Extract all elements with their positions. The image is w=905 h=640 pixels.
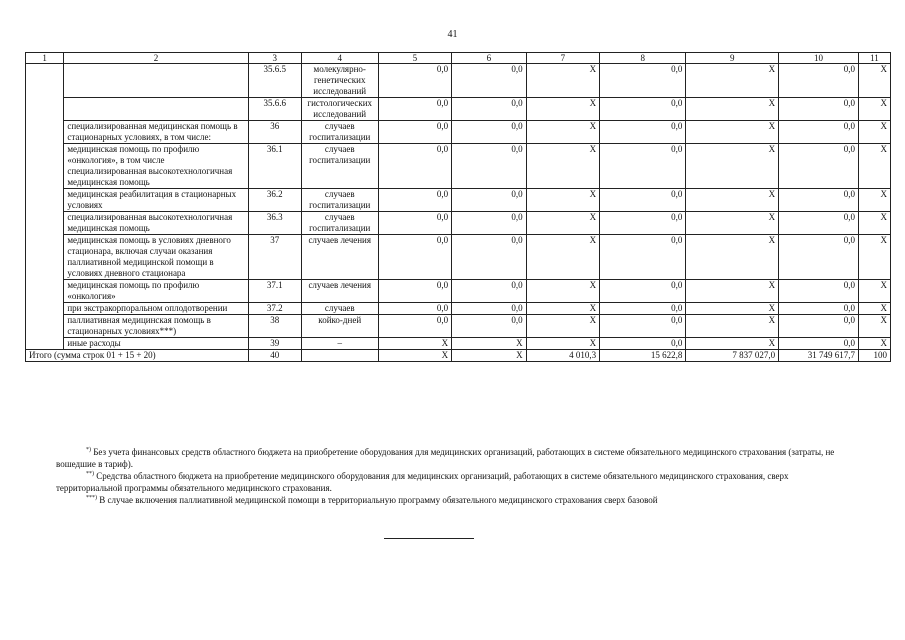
value-cell: 0,0 — [600, 338, 686, 350]
value-cell: X — [858, 212, 890, 235]
value-cell: 0,0 — [779, 64, 859, 98]
value-cell: 0,0 — [600, 235, 686, 280]
value-cell: 0,0 — [779, 303, 859, 315]
value-cell: X — [452, 338, 527, 350]
value-cell: 0,0 — [779, 235, 859, 280]
row-name-cell: медицинская реабилитация в стационарных условиях — [64, 189, 248, 212]
footnote-mark: *) — [86, 447, 91, 453]
value-cell: X — [378, 338, 452, 350]
value-cell: 0,0 — [378, 98, 452, 121]
value-cell: 0,0 — [378, 303, 452, 315]
row-code-cell: 37.1 — [248, 280, 301, 303]
table-row — [26, 212, 891, 235]
header-cell: 11 — [858, 53, 890, 64]
row-code-cell: 35.6.5 — [248, 64, 301, 98]
value-cell: 0,0 — [779, 98, 859, 121]
header-cell: 9 — [686, 53, 779, 64]
footnote-text: Без учета финансовых средств областного бюджета на приобретение оборудования для медицинских организаций, работающих в системе обязательного медицинского страхования (затраты, не вошедшие в тариф). — [56, 447, 835, 469]
total-code-cell: 40 — [248, 350, 301, 362]
footnote-mark: ***) — [86, 495, 97, 501]
value-cell: 0,0 — [600, 303, 686, 315]
value-cell: X — [858, 338, 890, 350]
value-cell: X — [858, 121, 890, 144]
value-cell: X — [858, 235, 890, 280]
value-cell: X — [686, 189, 779, 212]
total-label: Итого (сумма строк 01 + 15 + 20) — [26, 350, 249, 362]
footnote-mark: **) — [86, 471, 94, 477]
row-code-cell: 36 — [248, 121, 301, 144]
row-name-cell — [64, 64, 248, 98]
value-cell: X — [686, 212, 779, 235]
value-cell: 0,0 — [452, 121, 527, 144]
row-code-cell: 36.3 — [248, 212, 301, 235]
value-cell: 0,0 — [378, 144, 452, 189]
row-unit-cell: случаев лечения — [301, 280, 378, 303]
row-unit-cell: случаев госпитализации — [301, 144, 378, 189]
total-value-cell — [301, 350, 378, 362]
value-cell: 0,0 — [779, 212, 859, 235]
value-cell: X — [858, 280, 890, 303]
value-cell: 0,0 — [378, 235, 452, 280]
row-code-cell: 36.1 — [248, 144, 301, 189]
table-row — [26, 189, 891, 212]
value-cell: X — [526, 303, 600, 315]
value-cell: X — [686, 338, 779, 350]
value-cell: 0,0 — [378, 212, 452, 235]
value-cell: X — [526, 189, 600, 212]
value-cell: X — [686, 98, 779, 121]
value-cell: 0,0 — [600, 212, 686, 235]
total-value-cell: 4 010,3 — [526, 350, 600, 362]
value-cell: X — [858, 303, 890, 315]
table-row — [26, 303, 891, 315]
footnotes — [56, 446, 856, 506]
header-cell: 5 — [378, 53, 452, 64]
header-cell: 10 — [779, 53, 859, 64]
row-unit-cell: – — [301, 338, 378, 350]
value-cell: X — [686, 303, 779, 315]
table-row — [26, 64, 891, 98]
header-cell: 8 — [600, 53, 686, 64]
value-cell: X — [858, 144, 890, 189]
table-row — [26, 121, 891, 144]
row-name-cell: медицинская помощь по профилю «онкология» — [64, 280, 248, 303]
value-cell: 0,0 — [600, 189, 686, 212]
footnote — [56, 494, 856, 506]
footnote — [56, 470, 856, 494]
data-table — [25, 52, 891, 362]
footnote-text: Средства областного бюджета на приобретение медицинского оборудования для медицинских организаций, работающих в системе обязательного медицинского страхования, сверх территориальной программы обязательного медицинского страхования. — [56, 471, 789, 493]
value-cell: X — [858, 315, 890, 338]
value-cell: 0,0 — [378, 189, 452, 212]
value-cell: 0,0 — [452, 212, 527, 235]
row-unit-cell: случаев госпитализации — [301, 121, 378, 144]
header-row — [26, 53, 891, 64]
value-cell: X — [526, 98, 600, 121]
value-cell: X — [526, 64, 600, 98]
value-cell: 0,0 — [452, 98, 527, 121]
value-cell: 0,0 — [452, 189, 527, 212]
value-cell: X — [686, 235, 779, 280]
page-number: 41 — [447, 29, 458, 40]
total-value-cell: X — [452, 350, 527, 362]
value-cell: 0,0 — [779, 144, 859, 189]
value-cell: 0,0 — [779, 338, 859, 350]
value-cell: 0,0 — [600, 121, 686, 144]
value-cell: 0,0 — [452, 64, 527, 98]
row-code-cell: 37.2 — [248, 303, 301, 315]
header-cell: 1 — [26, 53, 64, 64]
value-cell: 0,0 — [452, 315, 527, 338]
value-cell: X — [526, 121, 600, 144]
header-cell: 3 — [248, 53, 301, 64]
value-cell: X — [526, 338, 600, 350]
value-cell: 0,0 — [452, 144, 527, 189]
table-row — [26, 315, 891, 338]
table-row — [26, 235, 891, 280]
row-code-cell: 35.6.6 — [248, 98, 301, 121]
value-cell: 0,0 — [452, 235, 527, 280]
row-number-cell — [26, 64, 64, 350]
row-name-cell: паллиативная медицинская помощь в стационарных условиях***) — [64, 315, 248, 338]
table-row — [26, 98, 891, 121]
row-unit-cell: случаев лечения — [301, 235, 378, 280]
value-cell: X — [526, 212, 600, 235]
value-cell: X — [686, 315, 779, 338]
row-unit-cell: гистологических исследований — [301, 98, 378, 121]
value-cell: 0,0 — [600, 144, 686, 189]
value-cell: 0,0 — [452, 280, 527, 303]
row-name-cell — [64, 98, 248, 121]
value-cell: X — [526, 315, 600, 338]
row-name-cell: иные расходы — [64, 338, 248, 350]
value-cell: X — [526, 235, 600, 280]
row-code-cell: 39 — [248, 338, 301, 350]
value-cell: X — [858, 98, 890, 121]
value-cell: X — [686, 144, 779, 189]
value-cell: X — [858, 189, 890, 212]
value-cell: 0,0 — [600, 280, 686, 303]
row-name-cell: медицинская помощь по профилю «онкология», в том числе специализированная высокотехнологичная медицинская помощь — [64, 144, 248, 189]
row-name-cell: медицинская помощь в условиях дневного стационара, включая случаи оказания паллиативной медицинской помощи в условиях дневного стационара — [64, 235, 248, 280]
row-name-cell: при экстракорпоральном оплодотворении — [64, 303, 248, 315]
value-cell: 0,0 — [779, 189, 859, 212]
value-cell: 0,0 — [452, 303, 527, 315]
row-unit-cell: койко-дней — [301, 315, 378, 338]
value-cell: 0,0 — [779, 315, 859, 338]
row-name-cell: специализированная высокотехнологичная медицинская помощь — [64, 212, 248, 235]
footnote-text: В случае включения паллиативной медицинской помощи в территориальную программу обязательного медицинского страхования сверх базовой — [97, 495, 658, 505]
value-cell: 0,0 — [378, 315, 452, 338]
row-code-cell: 37 — [248, 235, 301, 280]
value-cell: 0,0 — [378, 280, 452, 303]
value-cell: 0,0 — [600, 98, 686, 121]
total-value-cell: 15 622,8 — [600, 350, 686, 362]
header-cell: 6 — [452, 53, 527, 64]
value-cell: 0,0 — [779, 280, 859, 303]
row-unit-cell: случаев госпитализации — [301, 189, 378, 212]
total-value-cell: 100 — [858, 350, 890, 362]
value-cell: X — [526, 280, 600, 303]
header-cell: 7 — [526, 53, 600, 64]
value-cell: X — [686, 64, 779, 98]
row-code-cell: 36.2 — [248, 189, 301, 212]
row-code-cell: 38 — [248, 315, 301, 338]
row-unit-cell: случаев — [301, 303, 378, 315]
total-row — [26, 350, 891, 362]
row-unit-cell: случаев госпитализации — [301, 212, 378, 235]
separator-line — [384, 538, 474, 539]
total-value-cell: 31 749 617,7 — [779, 350, 859, 362]
header-cell: 4 — [301, 53, 378, 64]
table-row — [26, 338, 891, 350]
row-name-cell: специализированная медицинская помощь в стационарных условиях, в том числе: — [64, 121, 248, 144]
value-cell: X — [686, 121, 779, 144]
row-unit-cell: молекулярно-генетических исследований — [301, 64, 378, 98]
total-value-cell: 7 837 027,0 — [686, 350, 779, 362]
table-row — [26, 280, 891, 303]
value-cell: X — [526, 144, 600, 189]
value-cell: 0,0 — [600, 315, 686, 338]
value-cell: 0,0 — [779, 121, 859, 144]
value-cell: 0,0 — [600, 64, 686, 98]
footnote — [56, 446, 856, 470]
value-cell: X — [858, 64, 890, 98]
value-cell: X — [686, 280, 779, 303]
total-value-cell: X — [378, 350, 452, 362]
value-cell: 0,0 — [378, 121, 452, 144]
table-row — [26, 144, 891, 189]
value-cell: 0,0 — [378, 64, 452, 98]
header-cell: 2 — [64, 53, 248, 64]
